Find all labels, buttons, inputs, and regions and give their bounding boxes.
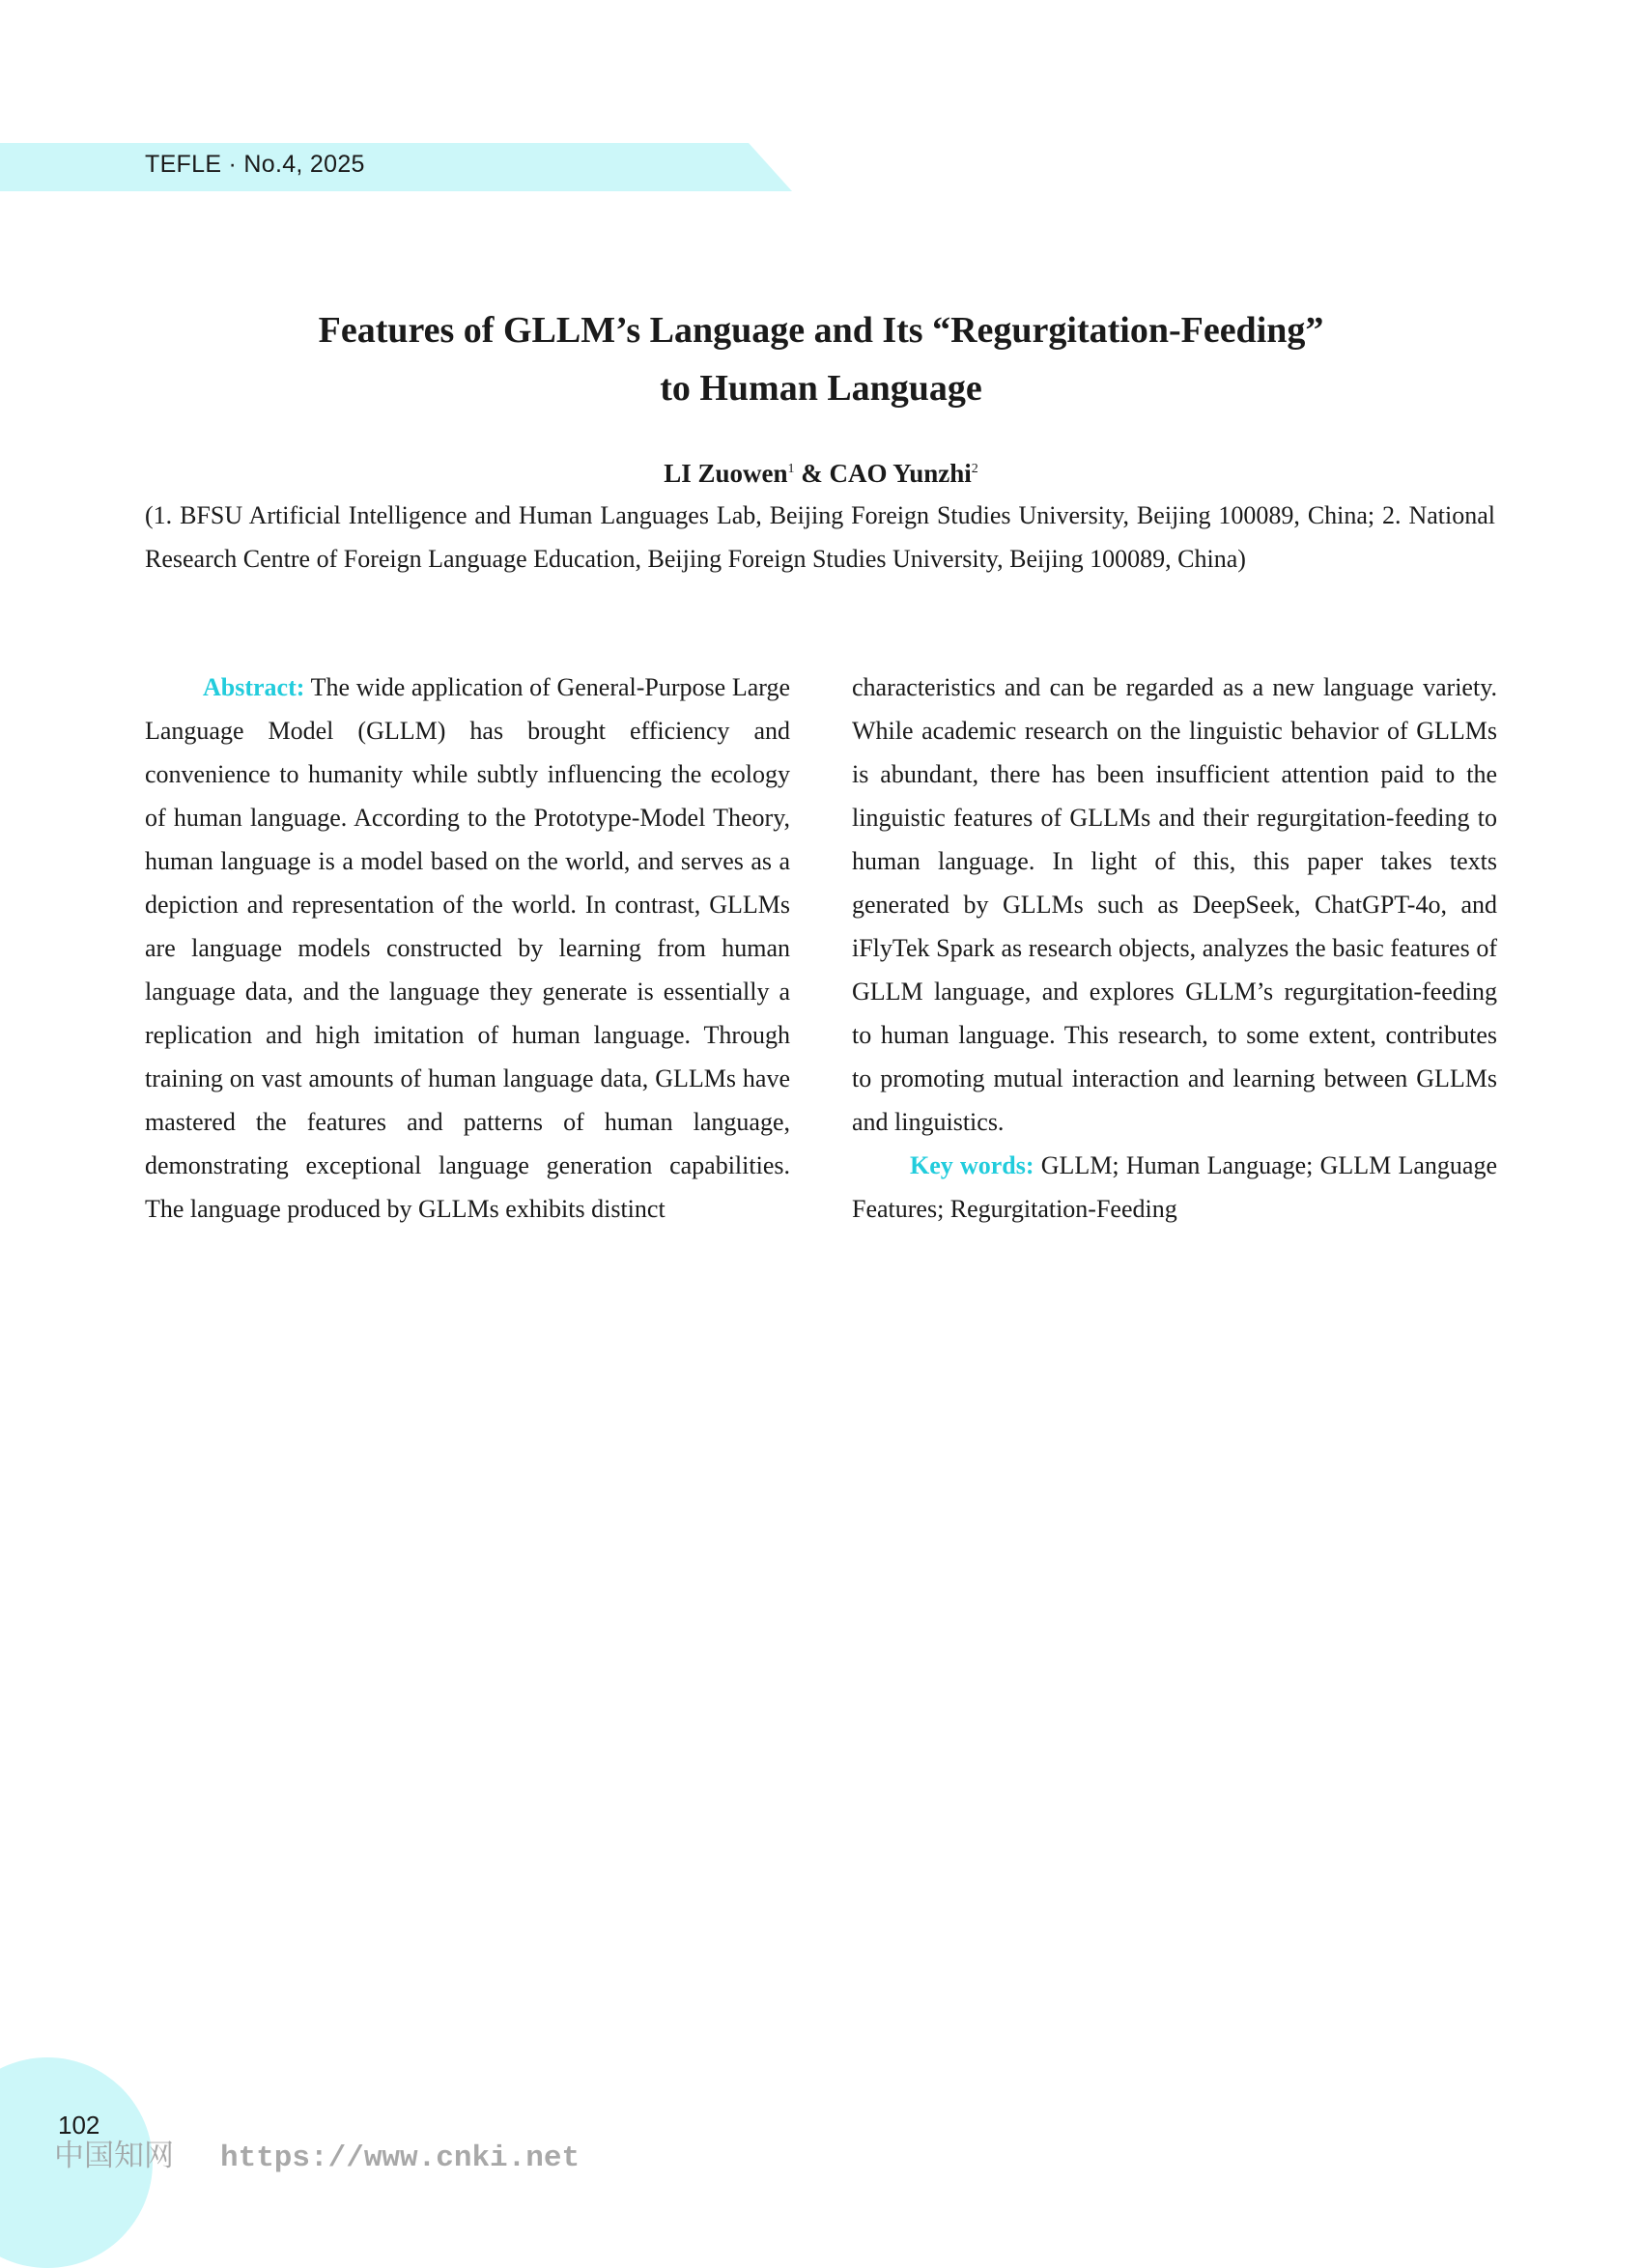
abstract-column-right: [852, 666, 1497, 1231]
keywords-paragraph: [852, 1144, 1497, 1231]
journal-header-band: [0, 143, 792, 191]
keywords-label: Key words:: [910, 1151, 1034, 1179]
article-title-line-1: Features of GLLM’s Language and Its “Regurgitation-Feeding”: [318, 310, 1324, 351]
watermark-cn-text: 中国知网: [54, 2139, 174, 2173]
watermark-url: https://www.cnki.net: [220, 2141, 581, 2175]
author-2-affil-mark: 2: [971, 462, 978, 476]
author-1: LI Zuowen: [664, 459, 788, 488]
author-1-affil-mark: 1: [787, 462, 795, 476]
affiliations: (1. BFSU Artificial Intelligence and Human Languages Lab, Beijing Foreign Studies University, Beijing 100089, China; 2. National Research Centre of Foreign Language Education, Beijing Foreign Studies University, Beijing 100089, China): [145, 501, 1495, 573]
author-2: CAO Yunzhi: [829, 459, 972, 488]
abstract-paragraph: [145, 666, 790, 1231]
abstract-column-left: [145, 666, 790, 1231]
journal-header: TEFLE · No.4, 2025: [145, 151, 365, 178]
author-separator: &: [794, 459, 830, 488]
keywords-text: GLLM; Human Language; GLLM Language Features; Regurgitation-Feeding: [852, 1151, 1497, 1223]
abstract-label: Abstract:: [203, 673, 305, 701]
page-number: 102: [58, 2111, 100, 2140]
article-title: [145, 301, 1497, 417]
cnki-watermark: [54, 2131, 580, 2175]
authors: [145, 452, 1497, 491]
abstract-text-part-1: The wide application of General-Purpose Large Language Model (GLLM) has brought efficiency and convenience to humanity while subtly influencing the ecology of human language. According to the Prototype-Model Theory, human language is a model based on the world, and serves as a depiction and representation of the world. In contrast, GLLMs are language models constructed by learning from human language data, and the language they generate is essentially a replication and high imitation of human language. Through training on vast amounts of human language data, GLLMs have mastered the features and patterns of human language, demonstrating exceptional language generation capabilities. The language produced by GLLMs exhibits distinct: [145, 673, 790, 1223]
abstract-text-part-2: characteristics and can be regarded as a new language variety. While academic research on the linguistic behavior of GLLMs is abundant, there has been insufficient attention paid to the linguistic features of GLLMs and their regurgitation-feeding to human language. In light of this, this paper takes texts generated by GLLMs such as DeepSeek, ChatGPT-4o, and iFlyTek Spark as research objects, analyzes the basic features of GLLM language, and explores GLLM’s regurgitation-feeding to human language. This research, to some extent, contributes to promoting mutual interaction and learning between GLLMs and linguistics.: [852, 673, 1497, 1136]
article-title-line-2: to Human Language: [660, 368, 982, 409]
